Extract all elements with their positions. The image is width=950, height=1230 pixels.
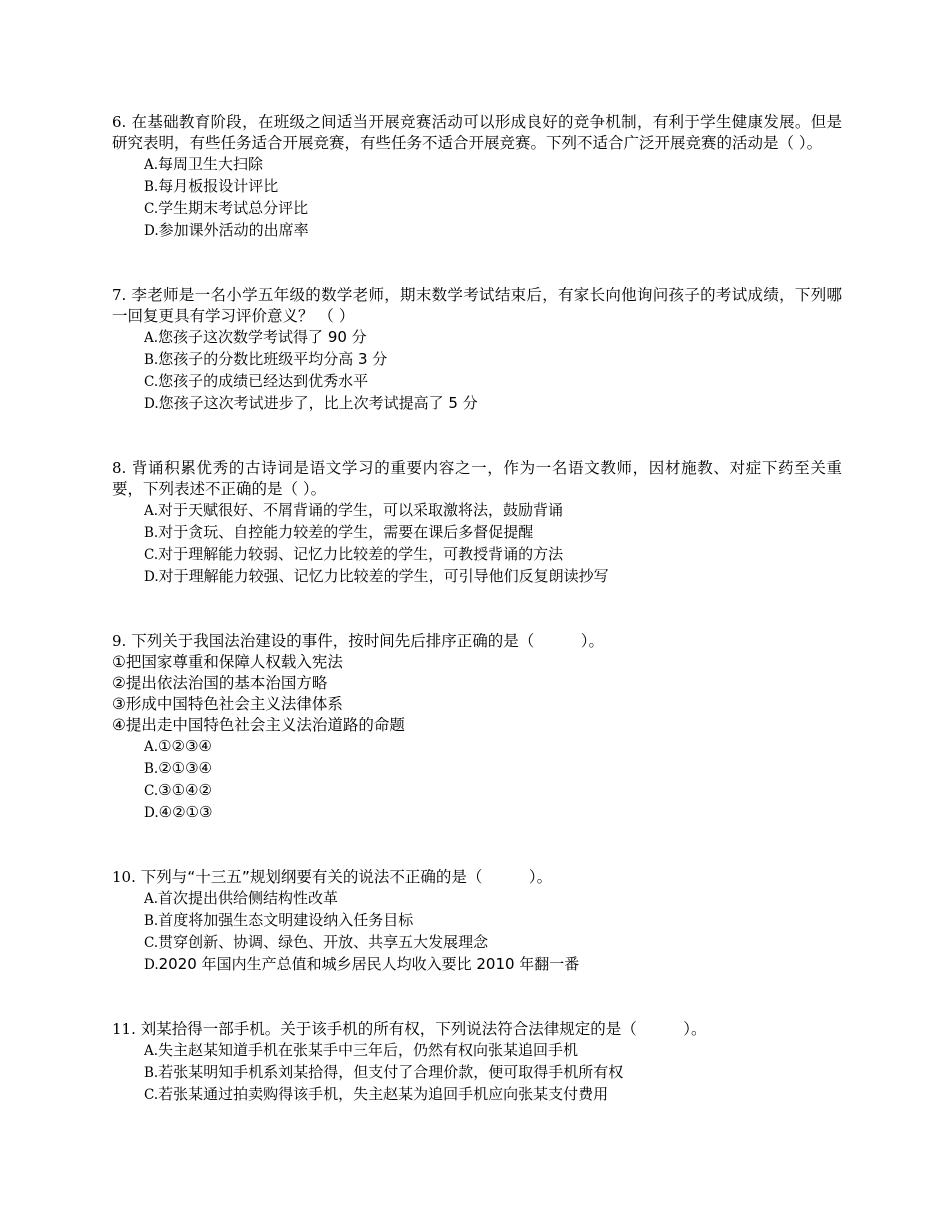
- option-letter: B.: [144, 525, 159, 541]
- option-text: 首次提出供给侧结构性改革: [158, 889, 339, 907]
- option-list: [112, 736, 842, 824]
- question-text: 下列与“十三五”规划纲要有关的说法不正确的是（ ）。: [140, 868, 553, 886]
- question-text: 刘某拾得一部手机。关于该手机的所有权，下列说法符合法律规定的是（ ）。: [140, 1020, 707, 1038]
- option-letter: A.: [144, 1043, 159, 1059]
- option-a: [144, 154, 842, 176]
- question-6: [112, 112, 842, 242]
- option-d: [144, 954, 842, 976]
- question-9: [112, 631, 842, 824]
- option-b: [144, 176, 842, 198]
- option-letter: B.: [144, 1065, 159, 1081]
- option-text: ②①③④: [158, 759, 213, 777]
- question-stem: [112, 867, 842, 888]
- option-c: [144, 1084, 842, 1106]
- option-b: [144, 522, 842, 544]
- question-text: 在基础教育阶段，在班级之间适当开展竞赛活动可以形成良好的竞争机制，有利于学生健康发展。但是研究表明，有些任务适合开展竞赛，有些任务不适合开展竞赛。下列不适合广泛开展竞赛的活动是（ ）。: [112, 113, 842, 152]
- option-list: [112, 1040, 842, 1106]
- option-letter: D.: [144, 223, 159, 239]
- question-text: 背诵积累优秀的古诗词是语文学习的重要内容之一，作为一名语文教师，因材施教、对症下药至关重要，下列表述不正确的是（ ）。: [112, 459, 842, 498]
- option-b: [144, 910, 842, 932]
- option-text: 学生期末考试总分评比: [158, 199, 309, 217]
- option-d: [144, 566, 842, 588]
- option-letter: A.: [144, 330, 159, 346]
- statement-item: ③形成中国特色社会主义法律体系: [112, 695, 343, 713]
- option-a: [144, 888, 842, 910]
- question-11: [112, 1019, 842, 1106]
- option-list: [112, 154, 842, 242]
- option-text: 贯穿创新、协调、绿色、开放、共享五大发展理念: [158, 933, 489, 951]
- option-text: 对于理解能力较弱、记忆力比较差的学生，可教授背诵的方法: [158, 545, 564, 563]
- option-c: [144, 371, 842, 393]
- statement-item: ④提出走中国特色社会主义法治道路的命题: [112, 716, 405, 734]
- option-letter: B.: [144, 352, 159, 368]
- option-letter: A.: [144, 891, 159, 907]
- statement-item: ①把国家尊重和保障人权载入宪法: [112, 653, 343, 671]
- option-letter: B.: [144, 761, 159, 777]
- option-text: 您孩子这次考试进步了，比上次考试提高了 5 分: [158, 394, 478, 412]
- option-letter: A.: [144, 157, 159, 173]
- option-text: ④②①③: [158, 803, 213, 821]
- option-text: 若张某通过拍卖购得该手机，失主赵某为追回手机应向张某支付费用: [158, 1085, 609, 1103]
- option-text: 首度将加强生态文明建设纳入任务目标: [158, 911, 414, 929]
- option-a: [144, 1040, 842, 1062]
- option-letter: C.: [144, 935, 159, 951]
- exam-page: [112, 112, 842, 1106]
- option-text: 若张某明知手机系刘某拾得，但支付了合理价款，便可取得手机所有权: [158, 1063, 624, 1081]
- option-a: [144, 736, 842, 758]
- question-text: 李老师是一名小学五年级的数学老师，期末数学考试结束后，有家长向他询问孩子的考试成绩，下列哪一回复更具有学习评价意义？ （ ）: [112, 286, 842, 325]
- question-number: 9.: [112, 632, 127, 650]
- option-b: [144, 349, 842, 371]
- option-c: [144, 932, 842, 954]
- question-text: 下列关于我国法治建设的事件，按时间先后排序正确的是（ ）。: [131, 632, 605, 650]
- option-d: [144, 802, 842, 824]
- option-text: 对于理解能力较强、记忆力比较差的学生，可引导他们反复朗读抄写: [158, 567, 609, 585]
- question-number: 7.: [112, 286, 127, 304]
- option-letter: A.: [144, 739, 159, 755]
- option-text: 对于天赋很好、不屑背诵的学生，可以采取激将法，鼓励背诵: [158, 501, 564, 519]
- option-letter: B.: [144, 179, 159, 195]
- option-text: 对于贪玩、自控能力较差的学生，需要在课后多督促提醒: [158, 523, 534, 541]
- option-text: 失主赵某知道手机在张某手中三年后，仍然有权向张某追回手机: [158, 1041, 579, 1059]
- question-10: [112, 867, 842, 976]
- option-d: [144, 393, 842, 415]
- option-c: [144, 544, 842, 566]
- option-a: [144, 500, 842, 522]
- option-c: [144, 198, 842, 220]
- option-d: [144, 220, 842, 242]
- option-letter: C.: [144, 783, 159, 799]
- option-text: 2020 年国内生产总值和城乡居民人均收入要比 2010 年翻一番: [158, 955, 580, 973]
- statement-list: [112, 652, 842, 736]
- option-text: 您孩子的成绩已经达到优秀水平: [158, 372, 369, 390]
- question-stem: [112, 285, 842, 327]
- option-letter: A.: [144, 503, 159, 519]
- question-7: [112, 285, 842, 415]
- option-c: [144, 780, 842, 802]
- option-list: [112, 500, 842, 588]
- question-stem: [112, 631, 842, 652]
- option-list: [112, 888, 842, 976]
- option-letter: D.: [144, 569, 159, 585]
- option-letter: C.: [144, 374, 159, 390]
- option-list: [112, 327, 842, 415]
- option-letter: C.: [144, 201, 159, 217]
- option-text: 参加课外活动的出席率: [158, 221, 309, 239]
- option-a: [144, 327, 842, 349]
- option-letter: D.: [144, 957, 159, 973]
- option-text: 每周卫生大扫除: [158, 155, 264, 173]
- question-number: 11.: [112, 1020, 136, 1038]
- question-number: 10.: [112, 868, 136, 886]
- option-text: 您孩子的分数比班级平均分高 3 分: [158, 350, 388, 368]
- option-letter: C.: [144, 1087, 159, 1103]
- option-text: ③①④②: [158, 781, 212, 799]
- option-letter: C.: [144, 547, 159, 563]
- option-letter: D.: [144, 805, 159, 821]
- option-text: ①②③④: [158, 737, 212, 755]
- question-number: 6.: [112, 113, 127, 131]
- question-8: [112, 458, 842, 588]
- question-stem: [112, 112, 842, 154]
- option-b: [144, 758, 842, 780]
- question-stem: [112, 458, 842, 500]
- question-number: 8.: [112, 459, 127, 477]
- option-b: [144, 1062, 842, 1084]
- option-letter: D.: [144, 396, 159, 412]
- statement-item: ②提出依法治国的基本治国方略: [112, 674, 328, 692]
- option-letter: B.: [144, 913, 159, 929]
- option-text: 每月板报设计评比: [158, 177, 279, 195]
- option-text: 您孩子这次数学考试得了 90 分: [158, 328, 367, 346]
- question-stem: [112, 1019, 842, 1040]
